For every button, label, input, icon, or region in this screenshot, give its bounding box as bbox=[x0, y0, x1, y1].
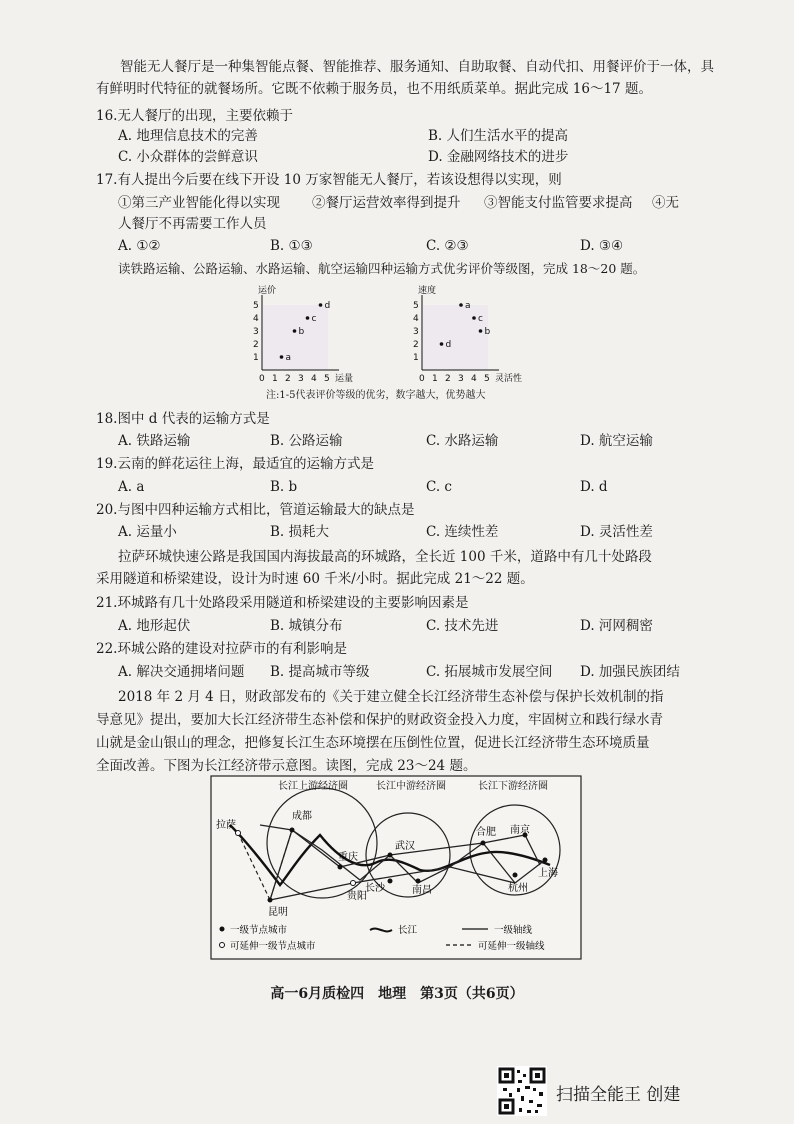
city-chengdu: 成都 bbox=[292, 811, 312, 822]
transport-evaluation-charts bbox=[240, 278, 570, 388]
chart-1-x-tick: 4 bbox=[311, 374, 317, 384]
q22-option-b: B. 提高城市等级 bbox=[270, 664, 370, 680]
q17-option-b: B. ①③ bbox=[270, 238, 313, 254]
chart-2-point-label: c bbox=[478, 314, 483, 324]
qr-code-icon bbox=[497, 1066, 547, 1116]
q19-stem: 19.云南的鲜花运往上海，最适宜的运输方式是 bbox=[96, 456, 374, 472]
q22-option-c: C. 拓展城市发展空间 bbox=[426, 664, 553, 680]
q17-item-1: ①第三产业智能化得以实现 bbox=[118, 195, 280, 211]
intro4-line1: 2018 年 2 月 4 日，财政部发布的《关于建立健全长江经济带生态补偿与保护长效机制的指 bbox=[118, 689, 664, 705]
chart-2-x-tick: 1 bbox=[432, 374, 438, 384]
chart-1-y-tick: 1 bbox=[253, 353, 259, 363]
chart-1-y-tick: 4 bbox=[253, 314, 259, 324]
intro1-line2: 有鲜明时代特征的就餐场所。它既不依赖于服务员，也不用纸质菜单。据此完成 16～17 题。 bbox=[96, 81, 652, 97]
intro2: 读铁路运输、公路运输、水路运输、航空运输四种运输方式优劣评价等级图，完成 18～20 题。 bbox=[118, 261, 646, 276]
chart-2-x-tick: 0 bbox=[419, 374, 425, 384]
chart-2-x-tick: 5 bbox=[484, 374, 490, 384]
chart-2-point-label: b bbox=[484, 327, 491, 337]
q19-option-c: C. c bbox=[426, 479, 452, 495]
legend-city-ext: 可延伸一级节点城市 bbox=[230, 941, 316, 952]
q17-option-a: A. ①② bbox=[118, 238, 161, 254]
chart-2-point-b bbox=[479, 329, 483, 333]
chart-1-y-tick: 3 bbox=[253, 327, 259, 337]
chart-1-x-tick: 3 bbox=[298, 374, 304, 384]
q22-option-a: A. 解决交通拥堵问题 bbox=[118, 664, 245, 680]
city-shanghai: 上海 bbox=[538, 868, 558, 879]
q20-option-b: B. 损耗大 bbox=[270, 524, 330, 540]
chart-1-x-tick: 1 bbox=[272, 374, 278, 384]
q18-option-c: C. 水路运输 bbox=[426, 433, 499, 449]
intro4-line2: 导意见》提出，要加大长江经济带生态补偿和保护的财政资金投入力度，牢固树立和践行绿水青 bbox=[96, 712, 663, 728]
legend-city1: 一级节点城市 bbox=[230, 925, 288, 936]
city-hefei: 合肥 bbox=[476, 827, 496, 838]
q22-option-d: D. 加强民族团结 bbox=[580, 664, 680, 680]
q17-option-d: D. ③④ bbox=[580, 238, 624, 254]
chart-2-point-label: d bbox=[445, 340, 452, 350]
q17-item-4: ④无 bbox=[652, 195, 679, 211]
yangtze-economic-belt-map bbox=[210, 775, 582, 960]
chart-1-point-d bbox=[319, 303, 323, 307]
legend-river: 长江 bbox=[398, 925, 418, 936]
chart-2-point-c bbox=[472, 316, 476, 320]
chart-note: 注:1-5代表评价等级的优劣，数字越大，优势越大 bbox=[266, 390, 486, 401]
chart-2-x-label: 灵活性 bbox=[495, 374, 523, 384]
q17-item-3: ③智能支付监管要求提高 bbox=[484, 195, 633, 211]
q21-option-d: D. 河网稠密 bbox=[580, 618, 653, 634]
zone-lower-label: 长江下游经济圈 bbox=[478, 781, 548, 792]
chart-1-point-b bbox=[293, 329, 297, 333]
chart-2-point-d bbox=[440, 342, 444, 346]
intro1-line1: 智能无人餐厅是一种集智能点餐、智能推荐、服务通知、自助取餐、自动代扣、用餐评价于一体，具 bbox=[120, 59, 714, 75]
q20-option-c: C. 连续性差 bbox=[426, 524, 499, 540]
q16-option-a: A. 地理信息技术的完善 bbox=[118, 128, 258, 144]
page-footer: 高一6月质检四 地理 第3页（共6页） bbox=[270, 986, 524, 1002]
city-hangzhou: 杭州 bbox=[508, 883, 528, 894]
chart-1-point-a bbox=[280, 355, 284, 359]
chart-1-x-tick: 0 bbox=[259, 374, 265, 384]
q20-option-d: D. 灵活性差 bbox=[580, 524, 653, 540]
city-guiyang: 贵阳 bbox=[347, 891, 367, 902]
q17-stem: 17.有人提出今后要在线下开设 10 万家智能无人餐厅，若该设想得以实现，则 bbox=[96, 172, 562, 188]
chart-1-y-tick: 2 bbox=[253, 340, 259, 350]
chart-2-x-tick: 2 bbox=[445, 374, 451, 384]
q17-item-2: ②餐厅运营效率得到提升 bbox=[312, 195, 461, 211]
q16-option-c: C. 小众群体的尝鲜意识 bbox=[118, 149, 258, 165]
intro4-line3: 山就是金山银山的理念，把修复长江生态环境摆在压倒性位置，促进长江经济带生态环境质量 bbox=[96, 735, 650, 751]
chart-1-point-label: a bbox=[285, 353, 292, 363]
q21-stem: 21.环城路有几十处路段采用隧道和桥梁建设的主要影响因素是 bbox=[96, 595, 469, 611]
city-chongqing: 重庆 bbox=[338, 852, 358, 863]
chart-2-y-tick: 3 bbox=[413, 327, 419, 337]
chart-1-point-label: b bbox=[298, 327, 305, 337]
chart-2-x-tick: 4 bbox=[471, 374, 477, 384]
scanner-brand-label: 扫描全能王 创建 bbox=[556, 1085, 681, 1105]
intro3-line1: 拉萨环城快速公路是我国国内海拔最高的环城路，全长近 100 千米，道路中有几十处路段 bbox=[118, 549, 652, 565]
chart-2-y-tick: 2 bbox=[413, 340, 419, 350]
chart-2-y-tick: 4 bbox=[413, 314, 419, 324]
zone-middle-label: 长江中游经济圈 bbox=[376, 781, 446, 792]
chart-2-y-tick: 1 bbox=[413, 353, 419, 363]
city-nanjing: 南京 bbox=[510, 825, 530, 836]
chart-1-point-label: d bbox=[324, 301, 331, 311]
chart-2-y-tick: 5 bbox=[413, 301, 419, 311]
intro4-line4: 全面改善。下图为长江经济带示意图。读图，完成 23～24 题。 bbox=[96, 758, 477, 774]
q20-stem: 20.与图中四种运输方式相比，管道运输最大的缺点是 bbox=[96, 502, 415, 518]
q16-option-d: D. 金融网络技术的进步 bbox=[428, 149, 569, 165]
chart-2-point-a bbox=[459, 303, 463, 307]
chart-1-point-label: c bbox=[311, 314, 317, 324]
q16-stem: 16.无人餐厅的出现，主要依赖于 bbox=[96, 108, 293, 124]
q16-option-b: B. 人们生活水平的提高 bbox=[428, 128, 569, 144]
city-lasa: 拉萨 bbox=[216, 820, 236, 831]
q19-option-a: A. a bbox=[118, 479, 145, 495]
city-changsha: 长沙 bbox=[365, 883, 385, 894]
city-kunming: 昆明 bbox=[268, 907, 288, 918]
chart-1-y-tick: 5 bbox=[253, 301, 259, 311]
chart-1-plot-area bbox=[263, 305, 328, 370]
q21-option-b: B. 城镇分布 bbox=[270, 618, 343, 634]
chart-2-y-label: 速度 bbox=[418, 286, 437, 296]
chart-1-point-c bbox=[306, 316, 310, 320]
legend-axis1: 一级轴线 bbox=[494, 925, 533, 936]
q20-option-a: A. 运量小 bbox=[118, 524, 177, 540]
q21-option-a: A. 地形起伏 bbox=[118, 618, 191, 634]
q19-option-b: B. b bbox=[270, 479, 298, 495]
city-nanchang: 南昌 bbox=[412, 885, 432, 896]
q22-stem: 22.环城公路的建设对拉萨市的有利影响是 bbox=[96, 641, 347, 657]
q18-stem: 18.图中 d 代表的运输方式是 bbox=[96, 411, 270, 427]
chart-1-y-label: 运价 bbox=[258, 286, 277, 296]
chart-2-x-tick: 3 bbox=[458, 374, 464, 384]
legend-axis-ext: 可延伸一级轴线 bbox=[478, 941, 545, 952]
q18-option-a: A. 铁路运输 bbox=[118, 433, 191, 449]
q18-option-b: B. 公路运输 bbox=[270, 433, 343, 449]
q21-option-c: C. 技术先进 bbox=[426, 618, 499, 634]
chart-1-x-tick: 5 bbox=[324, 374, 330, 384]
chart-2-point-label: a bbox=[465, 301, 471, 311]
city-wuhan: 武汉 bbox=[395, 841, 415, 852]
q18-option-d: D. 航空运输 bbox=[580, 433, 653, 449]
intro3-line2: 采用隧道和桥梁建设，设计为时速 60 千米/小时。据此完成 21～22 题。 bbox=[96, 571, 534, 587]
q17-option-c: C. ②③ bbox=[426, 238, 469, 254]
zone-upper-label: 长江上游经济圈 bbox=[278, 781, 348, 792]
chart-1-x-tick: 2 bbox=[285, 374, 291, 384]
q17-item-4-cont: 人餐厅不再需要工作人员 bbox=[118, 216, 267, 232]
chart-1-x-label: 运量 bbox=[335, 374, 354, 384]
q19-option-d: D. d bbox=[580, 479, 608, 495]
